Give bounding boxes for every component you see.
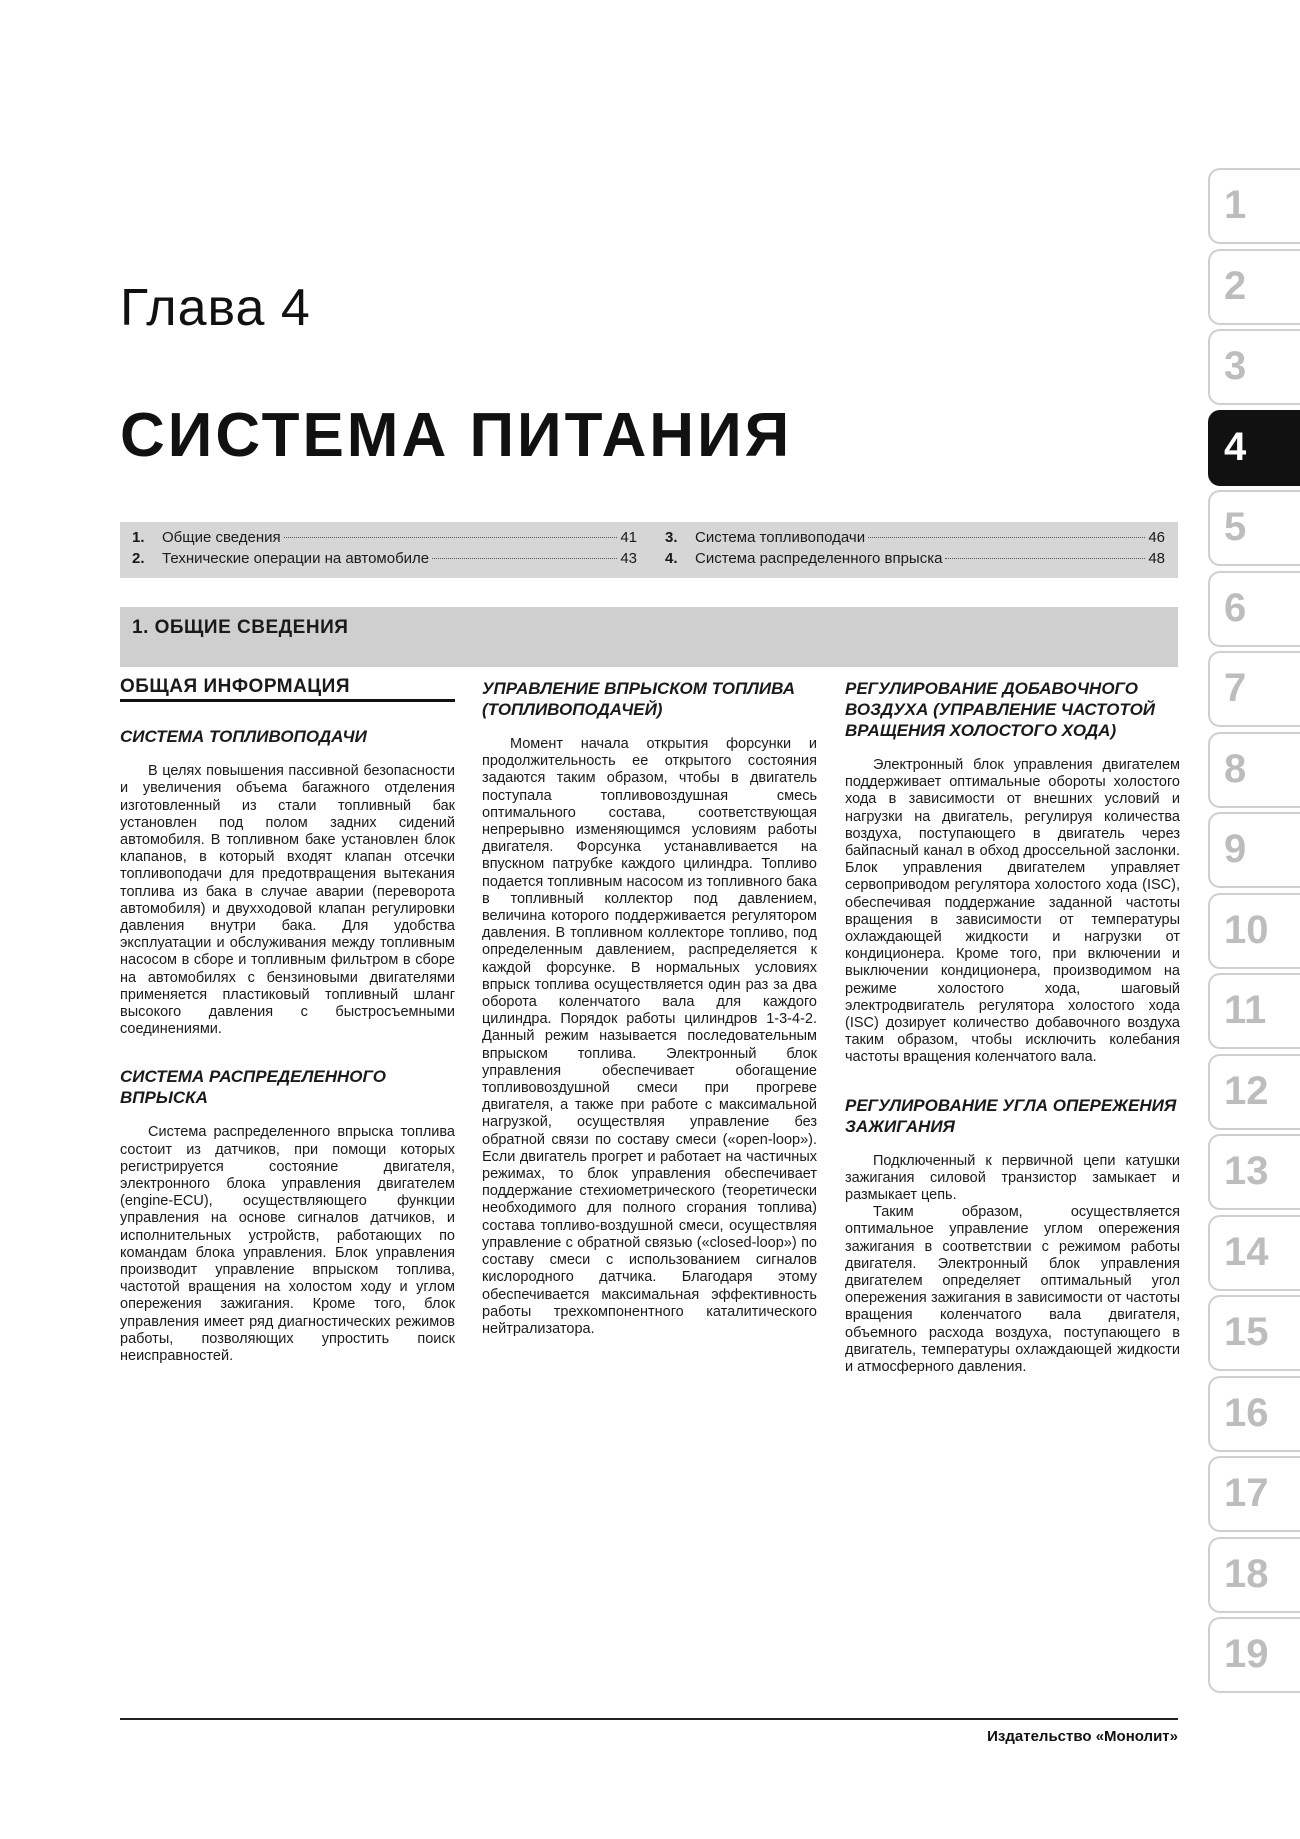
chapter-tab-19[interactable]: 19 bbox=[1208, 1617, 1300, 1693]
toc-item-page: 41 bbox=[620, 529, 637, 546]
subheading: СИСТЕМА РАСПРЕДЕЛЕННОГО ВПРЫСКА bbox=[120, 1067, 386, 1108]
toc-item[interactable] bbox=[132, 529, 637, 550]
toc-item-page: 48 bbox=[1148, 550, 1165, 567]
toc-leader-dots bbox=[432, 558, 617, 559]
chapter-tab-4[interactable]: 4 bbox=[1208, 410, 1300, 486]
chapter-tab-12[interactable]: 12 bbox=[1208, 1054, 1300, 1130]
toc-item-number: 2. bbox=[132, 550, 145, 567]
toc-item-page: 46 bbox=[1148, 529, 1165, 546]
column-heading: ОБЩАЯ ИНФОРМАЦИЯ bbox=[120, 678, 455, 702]
subheading: УПРАВЛЕНИЕ ВПРЫСКОМ ТОПЛИВА (ТОПЛИВОПОДАЧЕЙ) bbox=[482, 679, 796, 719]
chapter-tab-18[interactable]: 18 bbox=[1208, 1537, 1300, 1613]
chapter-tab-7[interactable]: 7 bbox=[1208, 651, 1300, 727]
chapter-tab-13[interactable]: 13 bbox=[1208, 1134, 1300, 1210]
footer-rule bbox=[120, 1718, 1178, 1720]
chapter-tab-9[interactable]: 9 bbox=[1208, 812, 1300, 888]
toc-item-title: Система распределенного впрыска bbox=[695, 550, 943, 567]
chapter-title: СИСТЕМА ПИТАНИЯ bbox=[120, 401, 793, 470]
chapter-tab-11[interactable]: 11 bbox=[1208, 973, 1300, 1049]
text-column-2 bbox=[482, 678, 817, 1338]
chapter-tab-1[interactable]: 1 bbox=[1208, 168, 1300, 244]
publisher-label: Издательство «Монолит» bbox=[987, 1728, 1178, 1745]
chapter-tab-6[interactable]: 6 bbox=[1208, 571, 1300, 647]
toc-item-number: 3. bbox=[665, 529, 678, 546]
toc-item-title: Система топливоподачи bbox=[695, 529, 866, 546]
toc-item-number: 1. bbox=[132, 529, 145, 546]
paragraph: Таким образом, осуществляется оптимальное управление углом опережения зажигания в соответствии с режимом работы двигателя. Электронный блок управления двигателем определяет оптимальный угол опережения зажигания в зависимости от частоты вращения коленчатого вала двигателя, объемного расхода воздуха, поступающего в двигатель, температуры охлаждающей жидкости и атмосферного давления. bbox=[845, 1204, 1180, 1376]
paragraph: Электронный блок управления двигателем поддерживает оптимальные обороты холостого хода в зависимости от внешних условий и нагрузки на двигатель, регулируя количества воздуха, поступающего в двигатель через байпасный канал в обход дроссельной заслонки. Блок управления двигателем управляет сервоприводом регулятора холостого хода (ISC), обеспечивая поддержание заданной частоты вращения в зависимости от температуры охлаждающей жидкости и нагрузки от кондиционера. Кроме того, при включении и выключении кондиционера, производимом на режиме холостого хода, шаговый электродвигатель регулятора холостого хода (ISC) дозирует количество добавочного воздуха таким образом, чтобы исключить колебания частоты вращения коленчатого вала. bbox=[845, 757, 1180, 1066]
toc-item-title: Общие сведения bbox=[162, 529, 281, 546]
toc-item-title: Технические операции на автомобиле bbox=[162, 550, 430, 567]
toc-item[interactable] bbox=[132, 550, 637, 571]
paragraph: Система распределенного впрыска топлива состоит из датчиков, при помощи которых регистрируется состояние двигателя, электронного блока управления двигателем (engine-ECU), осуществляющего функции управления на основе сигналов датчиков, и исполнительных устройств, работающих по командам блока управления. Блок управления производит управление впрыском топлива, частотой вращения на холостом ходу и углом опережения зажигания. Кроме того, блок управления имеет ряд диагностических режимов работы, позволяющих упростить поиск неисправностей. bbox=[120, 1124, 455, 1365]
toc-item-page: 43 bbox=[620, 550, 637, 567]
subheading: РЕГУЛИРОВАНИЕ ДОБАВОЧНОГО ВОЗДУХА (УПРАВЛЕНИЕ ЧАСТОТОЙ ВРАЩЕНИЯ ХОЛОСТОГО ХОДА) bbox=[845, 679, 1156, 740]
chapter-tab-3[interactable]: 3 bbox=[1208, 329, 1300, 405]
chapter-tab-16[interactable]: 16 bbox=[1208, 1376, 1300, 1452]
toc-leader-dots bbox=[284, 537, 618, 538]
subheading: СИСТЕМА ТОПЛИВОПОДАЧИ bbox=[120, 727, 367, 747]
toc-item[interactable] bbox=[665, 550, 1165, 571]
section-heading: 1. ОБЩИЕ СВЕДЕНИЯ bbox=[120, 607, 1178, 667]
toc-leader-dots bbox=[868, 537, 1145, 538]
chapter-tab-14[interactable]: 14 bbox=[1208, 1215, 1300, 1291]
table-of-contents bbox=[120, 522, 1178, 578]
chapter-label: Глава 4 bbox=[120, 279, 311, 337]
text-column-3 bbox=[845, 678, 1180, 1376]
chapter-tab-5[interactable]: 5 bbox=[1208, 490, 1300, 566]
paragraph: В целях повышения пассивной безопасности и увеличения объема багажного отделения изготовленный из стали топливный бак установлен под полом задних сидений автомобиля. В топливном баке установлен блок клапанов, в который входят клапан отсечки топливоподачи для предотвращения вытекания топлива из бака в случае аварии (переворота автомобиля) и двухходовой клапан регулировки давления внутри бака. Для удобства эксплуатации и обслуживания между топливным насосом в сборе и топливным фильтром в сборе на автомобилях с бензиновыми двигателями применяется пластиковый топливный шланг высокого давления с быстросъемными соединениями. bbox=[120, 763, 455, 1038]
chapter-tab-8[interactable]: 8 bbox=[1208, 732, 1300, 808]
paragraph: Момент начала открытия форсунки и продолжительность ее открытого состояния задаются таким образом, чтобы в двигатель поступала топливовоздушная смесь оптимального состава, соответствующая непрерывно изменяющимся условиям работы двигателя. Форсунка устанавливается на впускном патрубке каждого цилиндра. Топливо подается топливным насосом из топливного бака в топливный коллектор под давлением, величина которого поддерживается регулятором давления. В топливном коллекторе топливо, под определенным давлением, распределяется к каждой форсунке. В нормальных условиях впрыск топлива осуществляется один раз за два оборота коленчатого вала для каждого цилиндра. Порядок работы цилиндров 1-3-4-2. Данный режим называется последовательным впрыском топлива. Электронный блок управления обеспечивает обогащение топливовоздушной смеси при прогреве двигателя, а также при работе с максимальной нагрузкой, осуществляя управление без обратной связи по составу смеси («open-loop»). Если двигатель прогрет и работает на частичных режимах, то блок управления обеспечивает поддержание стехиометрического (теоретически необходимого для полного сгорания топлива) состава топливо-воздушной смеси, осуществляя управление с обратной связью («closed-loop») по составу смеси с использованием сигналов кислородного датчика. Благодаря этому обеспечивается максимальная эффективность работы трехкомпонентного каталитического нейтрализатора. bbox=[482, 736, 817, 1337]
toc-item[interactable] bbox=[665, 529, 1165, 550]
chapter-tab-15[interactable]: 15 bbox=[1208, 1295, 1300, 1371]
chapter-tab-2[interactable]: 2 bbox=[1208, 249, 1300, 325]
paragraph: Подключенный к первичной цепи катушки зажигания силовой транзистор замыкает и размыкает цепь. bbox=[845, 1152, 1180, 1204]
toc-leader-dots bbox=[945, 558, 1145, 559]
text-column-1 bbox=[120, 678, 455, 1365]
chapter-tab-17[interactable]: 17 bbox=[1208, 1456, 1300, 1532]
chapter-tab-10[interactable]: 10 bbox=[1208, 893, 1300, 969]
subheading: РЕГУЛИРОВАНИЕ УГЛА ОПЕРЕЖЕНИЯ ЗАЖИГАНИЯ bbox=[845, 1095, 1177, 1136]
toc-item-number: 4. bbox=[665, 550, 678, 567]
